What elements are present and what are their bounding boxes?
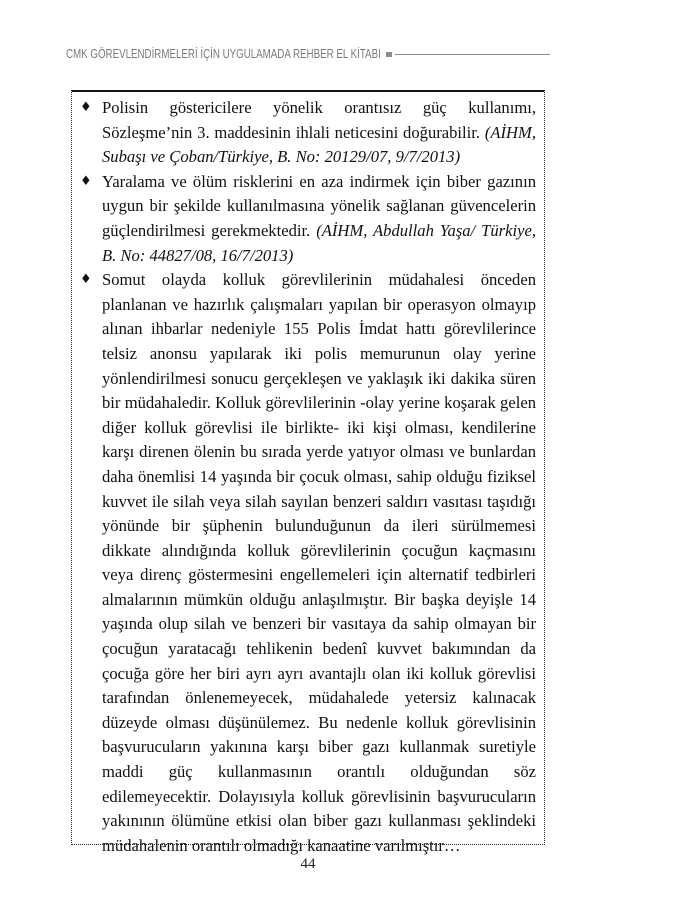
diamond-bullet-icon: ♦ <box>80 100 92 115</box>
list-item <box>72 268 544 858</box>
item-text <box>102 268 536 858</box>
item-citation: (AİHM, Subaşı ve Çoban/Türkiye, B. No: 20129/07, 9/7/2013) <box>102 122 536 167</box>
list-item <box>72 96 544 170</box>
running-header <box>66 44 550 64</box>
item-body: Somut olayda kolluk görevlilerinin müdahalesi önceden planlanan ve hazırlık çalışmaları yapılan bir operasyon olmayıp alınan ihbarlar nedeniyle 155 Polis İmdat hattı görevlilerince telsiz anonsu yapılarak iki polis memurunun olay yerine yönlendirilmesi sonucu gerçekleşen ve yaklaşık iki dakika süren bir müdahaledir. Kolluk görevlilerinin -olay yerine koşarak gelen diğer kolluk görevlisi ile birlikte- iki kişi olması, kendilerine karşı direnen ölenin bu sırada yerde yatıyor olması ve bunlardan daha önemlisi 14 yaşında bir çocuk olması, sahip olduğu fiziksel kuvvet ile silah veya silah sayılan benzeri saldırı vasıtası taşıdığı yönünde bir şüphenin bulunduğunun da ileri sürülmemesi dikkate alındığında kolluk görevlilerinin çocuğun kaçmasını veya direnç göstermesini engellemeleri için alternatif tedbirleri almalarının mümkün olduğu anlaşılmıştır. Bir başka deyişle 14 yaşında olup silah ve benzeri bir vasıtaya da sahip olmayan bir çocuğun yaratacağı tehlikenin bedenî kuvvet bakımından da çocuğa göre her biri ayrı ayrı avantajlı olan iki kolluk görevlisi tarafından önlenemeyecek, müdahalede yetersiz kalınacak düzeyde olması düşünülemez. Bu nedenle kolluk görevlisinin başvurucuların yakınına karşı biber gazı kullanmak suretiyle maddi güç kullanmasının orantılı olduğundan söz edilemeyecektir. Dolayısıyla kolluk görevlisinin başvurucuların yakınının ölümüne etkisi olan biber gazı kullanması şeklindeki müdahalenin orantılı olmadığı kanaatine varılmıştır… <box>102 270 536 855</box>
diamond-bullet-icon: ♦ <box>80 272 92 288</box>
item-citation: (AİHM, Abdullah Yaşa/ Türkiye, B. No: 44827/08, 16/7/2013) <box>102 220 536 265</box>
bullet-list <box>72 92 544 858</box>
page-number: 44 <box>300 856 316 872</box>
running-title: CMK GÖREVLENDİRMELERİ İÇİN UYGULAMADA REHBER EL KİTABI <box>66 47 381 61</box>
item-body: Yaralama ve ölüm risklerini en aza indirmek için biber gazının uygun bir şekilde kullanılmasına yönelik sağlanan güvencelerin güçlendirilmesi gerekmektedir. <box>102 171 536 240</box>
header-square-icon <box>386 52 392 57</box>
item-text <box>102 170 536 268</box>
case-law-box <box>71 90 545 855</box>
header-rule <box>395 54 550 55</box>
item-body: Polisin göstericilere yönelik orantısız güç kullanımı, Sözleşme’nin 3. maddesinin ihlali neticesini doğurabilir. <box>102 98 536 142</box>
list-item <box>72 170 544 268</box>
diamond-bullet-icon: ♦ <box>80 173 92 189</box>
item-text <box>102 96 536 170</box>
